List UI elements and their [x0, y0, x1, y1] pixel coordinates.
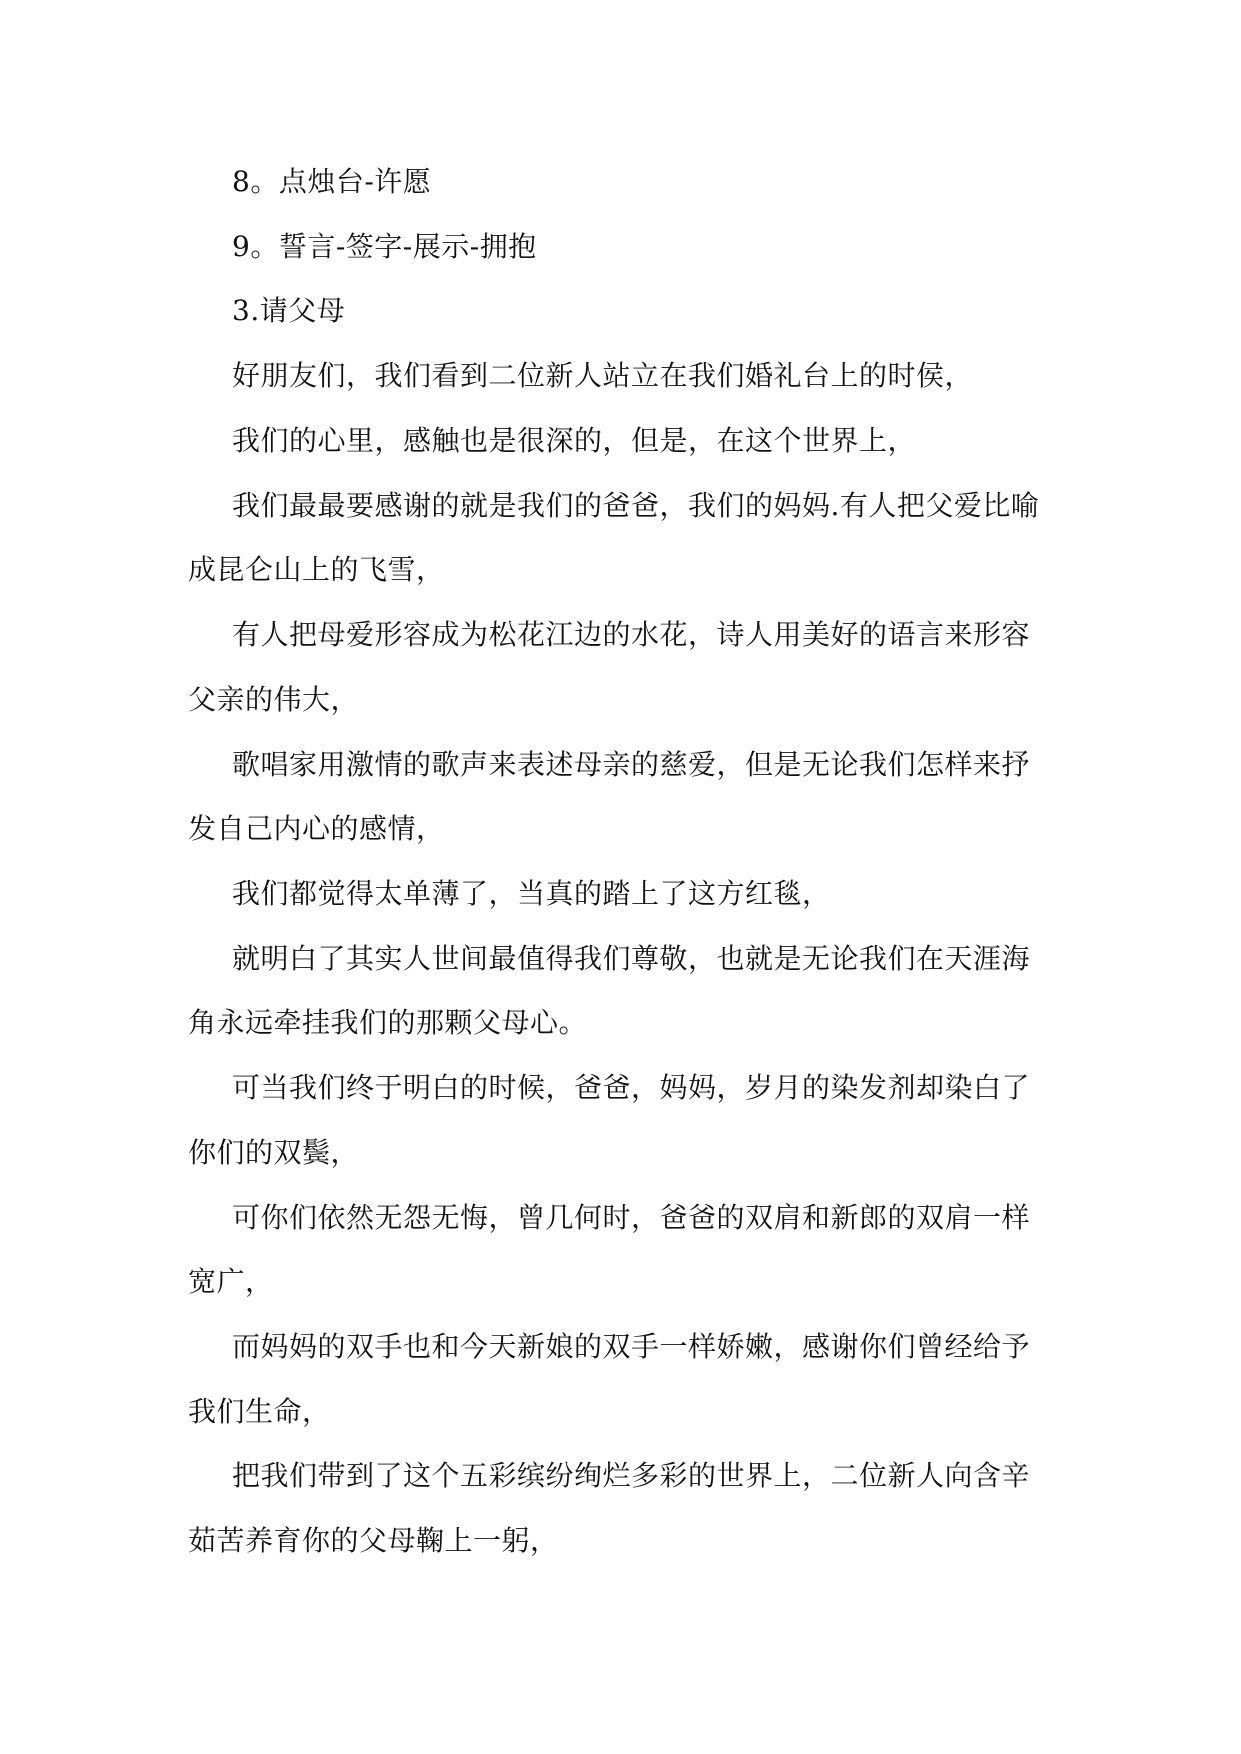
paragraph-line: 我们最最要感谢的就是我们的爸爸，我们的妈妈.有人把父爱比喻 — [232, 489, 1040, 522]
paragraph-line: 发自己内心的感情， — [188, 812, 445, 845]
paragraph-line: 父亲的伟大， — [188, 683, 360, 716]
paragraph-line: 就明白了其实人世间最值得我们尊敬，也就是无论我们在天涯海 — [232, 942, 1031, 975]
paragraph-line: 宽广， — [188, 1265, 274, 1298]
paragraph-line: 茹苦养育你的父母鞠上一躬， — [188, 1524, 559, 1557]
section-heading: 3.请父母 — [232, 294, 346, 327]
paragraph-line: 我们的心里，感触也是很深的，但是，在这个世界上， — [232, 424, 917, 457]
paragraph-line: 你们的双鬓， — [188, 1136, 360, 1169]
paragraph-line: 可当我们终于明白的时候，爸爸，妈妈，岁月的染发剂却染白了 — [232, 1071, 1031, 1104]
paragraph-line: 歌唱家用激情的歌声来表述母亲的慈爱，但是无论我们怎样来抒 — [232, 748, 1031, 781]
paragraph-line: 我们生命， — [188, 1395, 331, 1428]
paragraph-line: 而妈妈的双手也和今天新娘的双手一样娇嫩，感谢你们曾经给予 — [232, 1330, 1031, 1363]
paragraph-line: 好朋友们，我们看到二位新人站立在我们婚礼台上的时侯， — [232, 359, 974, 392]
paragraph-line: 我们都觉得太单薄了，当真的踏上了这方红毯， — [232, 877, 831, 910]
paragraph-line: 角永远牵挂我们的那颗父母心。 — [188, 1006, 588, 1039]
paragraph-line: 可你们依然无怨无悔，曾几何时，爸爸的双肩和新郎的双肩一样 — [232, 1201, 1031, 1234]
paragraph-line: 把我们带到了这个五彩缤纷绚烂多彩的世界上，二位新人向含辛 — [232, 1459, 1031, 1492]
paragraph-line: 成昆仑山上的飞雪， — [188, 553, 445, 586]
list-item-8: 8。点烛台-许愿 — [232, 165, 432, 198]
paragraph-line: 有人把母爱形容成为松花江边的水花，诗人用美好的语言来形容 — [232, 618, 1031, 651]
list-item-9: 9。誓言-签字-展示-拥抱 — [232, 230, 537, 263]
